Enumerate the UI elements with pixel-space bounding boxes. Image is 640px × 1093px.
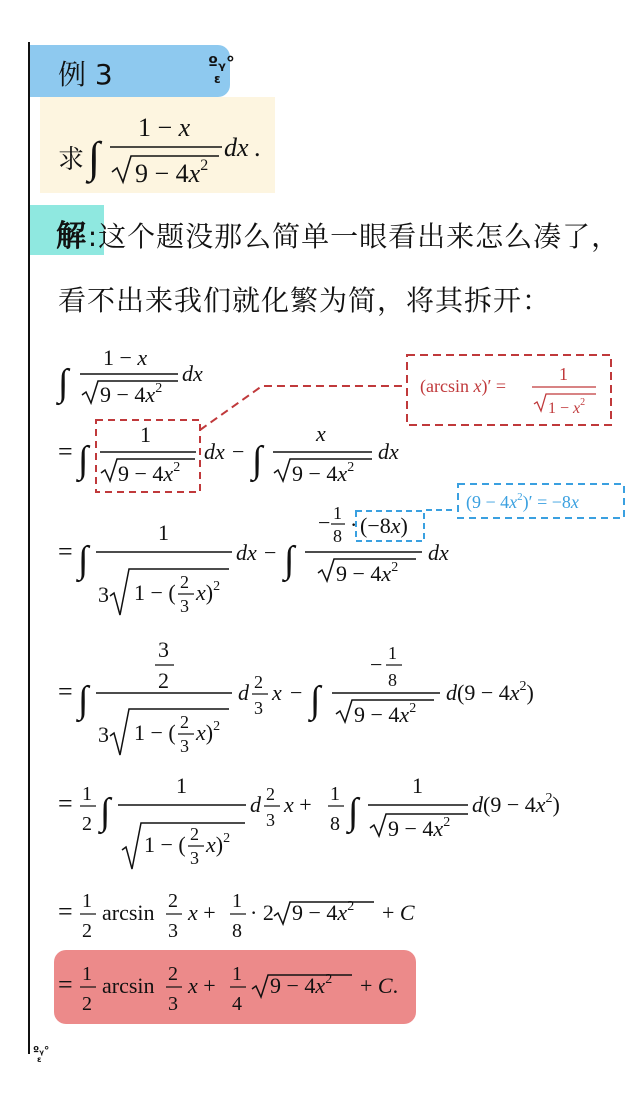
svg-text:arcsin: arcsin — [102, 900, 155, 925]
svg-text:8: 8 — [330, 813, 340, 835]
svg-text:求: 求 — [58, 145, 85, 174]
svg-text:1: 1 — [140, 422, 151, 447]
svg-text:3: 3 — [190, 848, 199, 868]
svg-text:9 − 4x2: $9 - 4x^2$ — [292, 460, 355, 486]
example-label: 例 3 — [58, 58, 113, 91]
svg-text:∫: ∫ — [78, 539, 89, 581]
svg-text:8: 8 — [333, 526, 342, 546]
svg-text:9 − 4x2: $9 - 4x^2$ — [270, 972, 333, 998]
svg-text:−: − — [290, 680, 303, 705]
svg-text:+ C.: + C. — [360, 973, 399, 998]
svg-text:arcsin: arcsin — [102, 973, 155, 998]
svg-text:dx: dx — [428, 540, 449, 565]
svg-text:2: 2 — [190, 824, 199, 844]
svg-text:=: = — [58, 677, 73, 706]
svg-text:1: 1 — [232, 890, 242, 912]
svg-text:∫: ∫ — [58, 362, 69, 404]
svg-text:·: · — [350, 512, 358, 537]
svg-text:9 − 4x2: $9 - 4x^2$ — [336, 560, 399, 586]
svg-text:=: = — [58, 537, 73, 566]
svg-text:2: 2 — [180, 712, 189, 732]
solution-label: 解 — [30, 205, 104, 255]
svg-text:1 − (: 1 − ( — [134, 580, 176, 605]
svg-text:3: 3 — [180, 736, 189, 756]
svg-text:3: 3 — [98, 722, 109, 747]
svg-text:−: − — [264, 540, 277, 565]
svg-text:=: = — [58, 437, 73, 466]
svg-text:1: 1 — [176, 773, 187, 798]
svg-text:2: 2 — [168, 890, 178, 912]
svg-text:1 − (: 1 − ( — [134, 720, 176, 745]
svg-text:3: 3 — [168, 920, 178, 942]
svg-text:dx: dx — [224, 133, 249, 162]
step-3 — [58, 503, 449, 616]
svg-text:1: 1 — [412, 773, 423, 798]
svg-text:3: 3 — [168, 993, 178, 1015]
svg-text:3: 3 — [180, 596, 189, 616]
svg-text:x)2: x)$^2$ — [196, 579, 221, 605]
step-5 — [58, 773, 560, 869]
svg-text:1 − (: 1 − ( — [144, 832, 186, 857]
svg-text:1: 1 — [82, 963, 92, 985]
svg-text:x: x — [272, 680, 282, 705]
svg-text:(9 − 4x2)′ = −8x: $(9 - 4x^2)' = -8x$ — [466, 491, 579, 512]
svg-text:x +: x + — [284, 792, 312, 817]
svg-text:1: 1 — [82, 783, 92, 805]
svg-text:x)2: x)$^2$ — [196, 719, 221, 745]
svg-text:d(9 − 4x2): $d(9 - 4x^2)$ — [472, 791, 560, 817]
svg-text:∫: ∫ — [252, 439, 263, 481]
svg-text:∫: ∫ — [88, 133, 101, 182]
svg-text:∫: ∫ — [348, 791, 359, 833]
svg-text:1: 1 — [232, 963, 242, 985]
footer-emoticon-icon: ºᵧ° ε — [33, 1044, 50, 1064]
svg-text:1: 1 — [559, 364, 568, 384]
step-7-final — [58, 963, 398, 1015]
derivative-hint-box — [426, 484, 624, 518]
svg-text:x +: x + — [188, 973, 216, 998]
svg-text:∫: ∫ — [284, 539, 295, 581]
svg-text:1: 1 — [330, 783, 340, 805]
svg-text:2: 2 — [158, 668, 169, 693]
svg-text:8: 8 — [388, 670, 397, 690]
svg-text:1: 1 — [82, 890, 92, 912]
svg-text:8: 8 — [232, 920, 242, 942]
step-1 — [56, 345, 203, 407]
svg-text:=: = — [58, 970, 73, 999]
svg-text:· 2: · 2 — [250, 900, 274, 925]
svg-text:dx: dx — [378, 439, 399, 464]
step-2 — [58, 420, 399, 492]
svg-text:9 − 4x2: $9 - 4x^2$ — [100, 381, 163, 407]
svg-text:.: . — [254, 133, 261, 162]
question-formula — [58, 113, 261, 188]
svg-text:−: − — [318, 510, 331, 535]
arcsin-hint-box — [200, 355, 611, 430]
svg-text:dx: dx — [182, 361, 203, 386]
svg-text:1 − x: 1 − x — [103, 345, 148, 370]
svg-text:∫: ∫ — [100, 791, 111, 833]
svg-text:=: = — [58, 897, 73, 926]
svg-text:3: 3 — [266, 810, 275, 830]
svg-text:9 − 4x2: $9 - 4x^2$ — [135, 157, 209, 188]
svg-text:1: 1 — [333, 503, 342, 523]
svg-text:x +: x + — [188, 900, 216, 925]
svg-text:2: 2 — [254, 672, 263, 692]
svg-text:dx: dx — [204, 439, 225, 464]
svg-text:2: 2 — [266, 784, 275, 804]
svg-text:3: 3 — [98, 582, 109, 607]
step-4 — [58, 637, 534, 756]
svg-text:9 − 4x2: $9 - 4x^2$ — [354, 701, 417, 727]
svg-text:∫: ∫ — [78, 679, 89, 721]
svg-text:d: d — [250, 792, 261, 817]
svg-text:2: 2 — [82, 920, 92, 942]
svg-text:−: − — [232, 439, 245, 464]
solution-intro: :这个题没那么简单一眼看出来怎么凑了，看不出来我们就化繁为简，将其拆开： — [58, 220, 621, 317]
svg-text:2: 2 — [82, 993, 92, 1015]
svg-text:d: d — [238, 680, 249, 705]
svg-text:1 − x: 1 − x — [138, 113, 191, 142]
svg-text:∫: ∫ — [310, 679, 321, 721]
svg-text:9 − 4x2: $9 - 4x^2$ — [118, 460, 181, 486]
svg-text:x: x — [316, 421, 326, 446]
svg-text:9 − 4x2: $9 - 4x^2$ — [388, 815, 451, 841]
svg-text:(−8x): (−8x) — [360, 513, 408, 538]
svg-text:4: 4 — [232, 993, 242, 1015]
step-6 — [58, 890, 415, 942]
svg-text:2: 2 — [168, 963, 178, 985]
svg-text:(arcsin x)′ =: (arcsin x)′ = — [420, 376, 507, 396]
svg-text:+ C: + C — [382, 900, 415, 925]
svg-text:2: 2 — [82, 813, 92, 835]
svg-text:−: − — [370, 652, 383, 677]
svg-text:1 − x2: $1 - x^2$ — [548, 397, 586, 417]
svg-text:3: 3 — [254, 698, 263, 718]
svg-text:3: 3 — [158, 637, 169, 662]
svg-text:1: 1 — [158, 520, 169, 545]
svg-text:x)2: x)$^2$ — [206, 831, 231, 857]
svg-text:∫: ∫ — [78, 439, 89, 481]
svg-text:9 − 4x2: $9 - 4x^2$ — [292, 899, 355, 925]
svg-text:=: = — [58, 789, 73, 818]
svg-text:d(9 − 4x2): $d(9 - 4x^2)$ — [446, 679, 534, 705]
svg-text:1: 1 — [388, 643, 397, 663]
svg-text:2: 2 — [180, 572, 189, 592]
svg-text:dx: dx — [236, 540, 257, 565]
emoticon-icon: ºᵧ° ε — [208, 53, 235, 86]
